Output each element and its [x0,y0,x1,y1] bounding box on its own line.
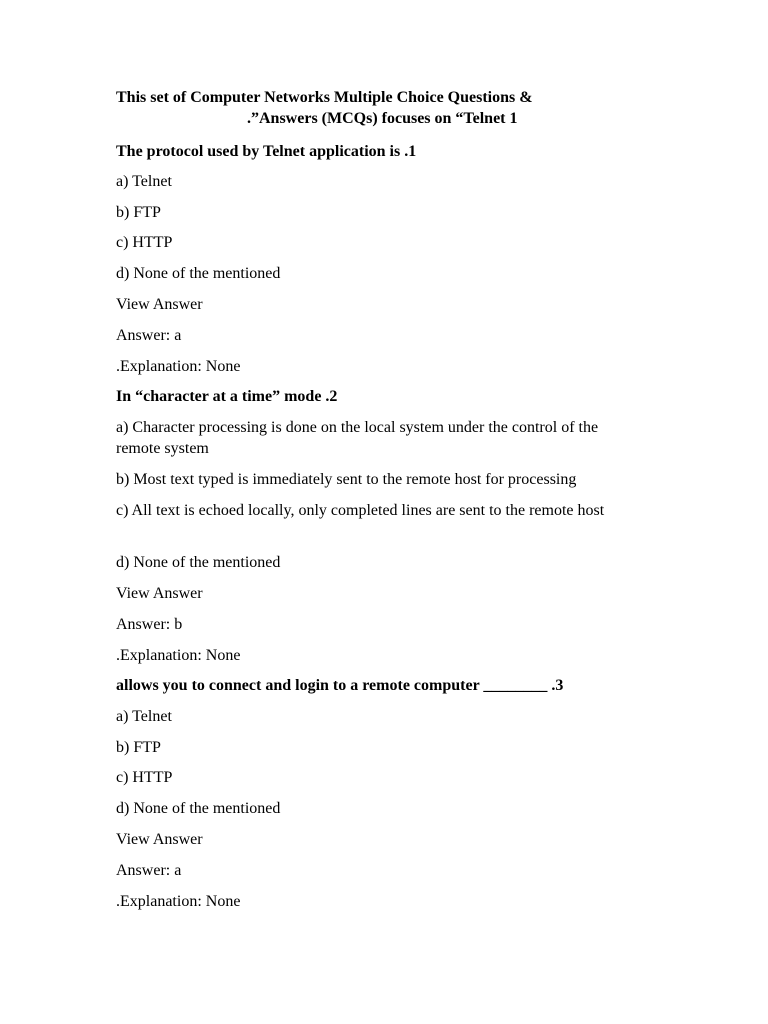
question-2-answer: Answer: b [116,616,183,633]
question-1-text: The protocol used by Telnet application is .1 [116,143,417,160]
question-2-text: In “character at a time” mode .2 [116,388,338,405]
question-1-option-a: a) Telnet [116,173,172,190]
question-3-option-c: c) HTTP [116,769,173,786]
question-2-view-answer: View Answer [116,585,203,602]
question-2-option-a: a) Character processing is done on the local system under the control of the remote system [116,419,599,457]
question-1-explanation: .Explanation: None [116,358,241,375]
question-2-explanation: .Explanation: None [116,647,241,664]
question-1-answer: Answer: a [116,327,182,344]
question-1-view-answer: View Answer [116,296,203,313]
question-3-option-a: a) Telnet [116,708,172,725]
question-2-option-b: b) Most text typed is immediately sent to the remote host for processing [116,471,577,488]
document-title-line-2: .”Answers (MCQs) focuses on “Telnet 1 [247,110,518,127]
question-2-option-c: c) All text is echoed locally, only completed lines are sent to the remote host [116,502,605,519]
question-3-option-d: d) None of the mentioned [116,800,281,817]
question-3-option-b: b) FTP [116,739,161,756]
question-3-explanation: .Explanation: None [116,893,241,910]
question-1-option-d: d) None of the mentioned [116,265,281,282]
question-3-answer: Answer: a [116,862,182,879]
question-1-option-b: b) FTP [116,204,161,221]
question-3-view-answer: View Answer [116,831,203,848]
question-2-option-d: d) None of the mentioned [116,554,281,571]
question-3-text: allows you to connect and login to a remote computer ________ .3 [116,677,564,694]
document-title-line-1: This set of Computer Networks Multiple Choice Questions & [116,89,533,106]
question-1-option-c: c) HTTP [116,234,173,251]
